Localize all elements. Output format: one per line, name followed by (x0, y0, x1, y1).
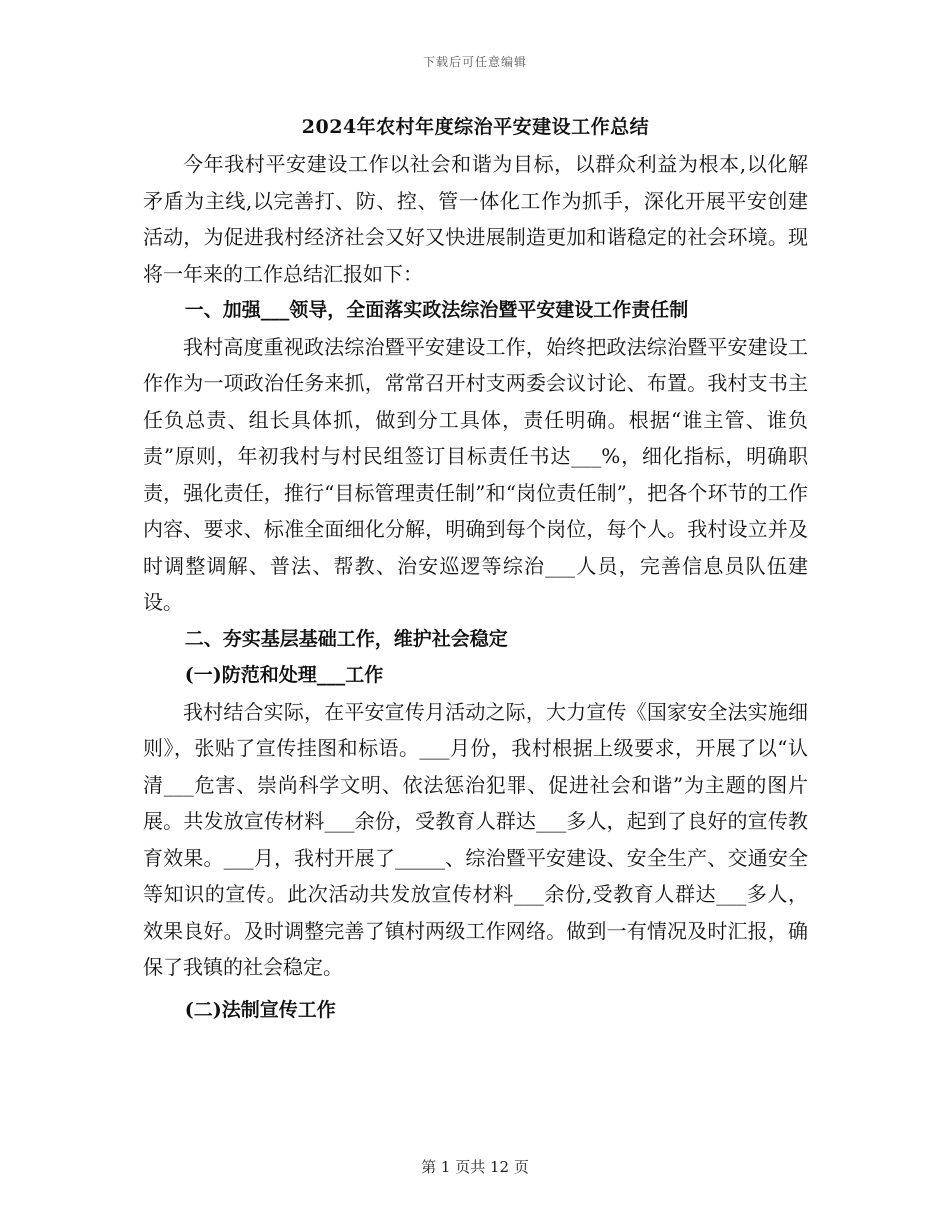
section-1-paragraph: 我村高度重视政法综治暨平安建设工作，始终把政法综治暨平安建设工作作为一项政治任务来抓，常常召开村支两委会议讨论、布置。我村支书主任负总责、组长具体抓，做到分工具体，责任明确。根据“谁主管、谁负责”原则，年初我村与村民组签订目标责任书达___%，细化指标，明确职责，强化责任，推行“目标管理责任制”和“岗位责任制”，把各个环节的工作内容、要求、标准全面细化分解，明确到每个岗位，每个人。我村设立并及时调整调解、普法、帮教、治安巡逻等综治___人员，完善信息员队伍建设。 (143, 334, 808, 614)
section-2-heading: 二、夯实基层基础工作，维护社会稳定 (184, 627, 508, 650)
section-1-heading: 一、加强___领导，全面落实政法综治暨平安建设工作责任制 (184, 299, 689, 321)
intro-paragraph: 今年我村平安建设工作以社会和谐为目标，以群众利益为根本,以化解矛盾为主线,以完善打、防、控、管一体化工作为抓手，深化开展平安创建活动，为促进我村经济社会又好又快进展制造更加和谐稳定的社会环境。现将一年来的工作总结汇报如下： (143, 152, 808, 286)
subsection-2-heading: (二)法制宣传工作 (184, 998, 336, 1021)
document-title: 2024年农村年度综治平安建设工作总结 (301, 116, 650, 138)
document-body (143, 112, 808, 1028)
page-number: 第 1 页共 12 页 (421, 1158, 529, 1176)
subsection-1-heading: (一)防范和处理___工作 (184, 664, 384, 686)
subsection-1-paragraph: 我村结合实际，在平安宣传月活动之际，大力宣传《国家安全法实施细则》，张贴了宣传挂图和标语。___月份，我村根据上级要求，开展了以“认清___危害、崇尚科学文明、依法惩治犯罪、促进社会和谐”为主题的图片展。共发放宣传材料___余份，受教育人群达___多人，起到了良好的宣传教育效果。___月，我村开展了_____、综治暨平安建设、安全生产、交通安全等知识的宣传。此次活动共发放宣传材料___余份,受教育人群达___多人，效果良好。及时调整完善了镇村两级工作网络。做到一有情况及时汇报，确保了我镇的社会稳定。 (143, 699, 808, 979)
header-note: 下载后可任意编辑 (422, 55, 527, 69)
